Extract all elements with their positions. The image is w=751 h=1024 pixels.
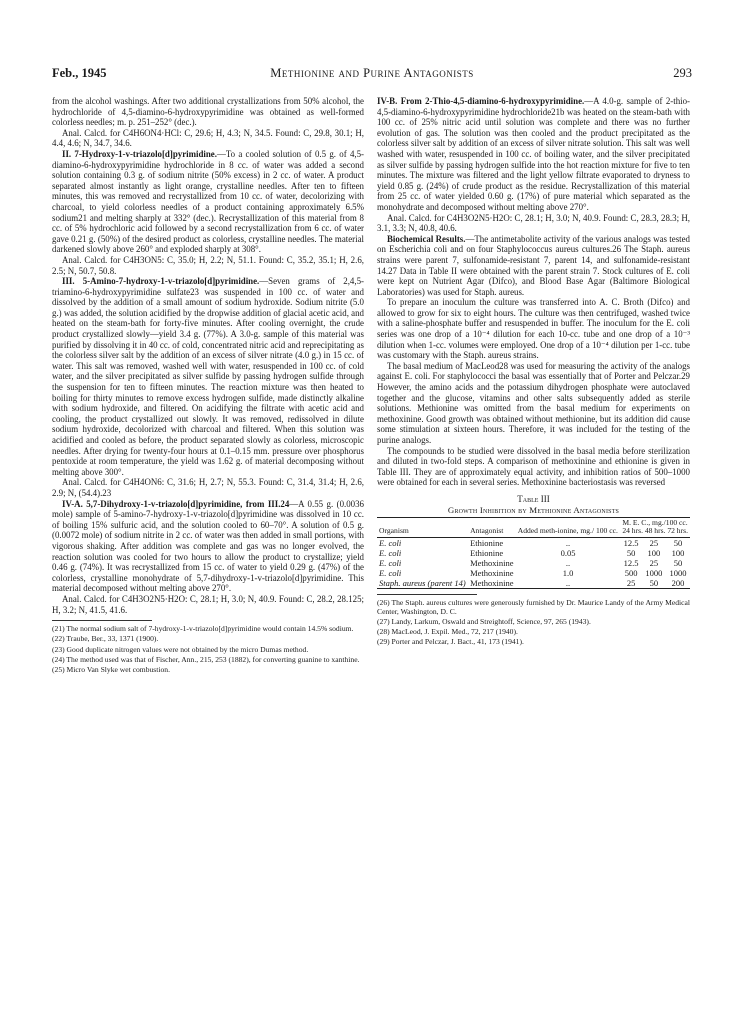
cell-48h: 100 <box>647 547 661 558</box>
col-header-added: Added meth-ionine, mg./ 100 cc. <box>517 526 618 536</box>
running-title: Methionine and Purine Antagonists <box>270 66 474 80</box>
cell-72h: 100 <box>671 547 685 558</box>
table-caption: Growth Inhibition by Methionine Antagonists <box>447 504 620 515</box>
cell-24h: 12.5 <box>623 537 639 548</box>
right-footnotes <box>377 598 690 647</box>
analysis-line: Anal. Calcd. for C4H6ON4·HCl: C, 29.6; H, 4.3; N, 34.5. Found: C, 29.8, 30.1; H, 4.4, 4.6; N, 34.7, 34.6. <box>52 127 364 149</box>
footnote: (26) The Staph. aureus cultures were generously furnished by Dr. Maurice Landy of the Army Medical Center, Washington, D. C. <box>377 597 690 616</box>
section-heading: Biochemical Results. <box>387 233 466 244</box>
footnote: (28) MacLeod, J. Expil. Med., 72, 217 (1940). <box>377 627 518 637</box>
table-row <box>377 568 690 578</box>
col-header-48h: 48 hrs. <box>644 526 666 536</box>
footnote-divider <box>377 594 477 595</box>
cell-organism: Staph. aureus (parent 14) <box>379 577 466 588</box>
section-heading: IV-A. 5,7-Dihydroxy-1-v-triazolo[d]pyrimidine, from III.24 <box>62 498 290 509</box>
paragraph: To prepare an inoculum the culture was transferred into A. C. Broth (Difco) and allowed to grow for six to eight hours. The culture was then centrifuged, washed twice with a saline-phosphate buffer and resuspended in buffer. The inoculum for the E. coli series was one drop of a 10⁻⁴ dilution for each 10-cc. tube and one drop of a 10⁻³ dilution when 1-cc. volumes were employed. One drop of a 10⁻⁴ dilution per 1-cc. tube was customary with the Staph. aureus strains. <box>377 297 690 361</box>
section-body: —A 0.55 g. (0.0036 mole) sample of 5-amino-7-hydroxy-1-v-triazolo[d]pyrimidine was dissolved in 10 cc. of boiling 15% sulfuric acid, and the solution cooled to 60–70°. A solution of 0.5 g. (0.0072 mole) of sodium nitrite in 2 cc. of water was then added in small portions, with vigorous shaking. After addition was complete and gas was no longer evolved, the reaction solution was cooled for two hours to allow the product to crystallize; yield 0.46 g. (74%). It was recrystallized from 15 cc. of water to yield 0.29 g. (47%) of the colorless, crystalline monohydrate of 5,7-dihydroxy-1-v-triazolo[d]pyrimidine. This material decomposed without melting above 270°. <box>52 498 364 594</box>
footnote: (29) Porter and Pelczar, J. Bact., 41, 173 (1941). <box>377 637 524 647</box>
table-row <box>377 548 690 558</box>
right-column <box>377 96 690 648</box>
cell-48h: 25 <box>649 557 659 568</box>
table-row <box>377 537 690 548</box>
cell-72h: 50 <box>673 557 683 568</box>
section-body: —To a cooled solution of 0.5 g. of 4,5-diamino-6-hydroxypyrimidine hydrochloride in 8 cc. of water was added a second solution containing 0.3 g. of sodium nitrite (50% excess) in 2 cc. of water. A product separated almost instantly as light orange, crystalline needles. After ten to fifteen minutes, this was removed and recrystallized from 10 cc. of water, decolorizing with charcoal, to yield colorless needles of a product containing approximately 6.5% sodium21 and melting sharply at 332° (dec.). Recrystallization of this material from 8 cc. of 5% hydrochloric acid followed by a second recrystallization from 6 cc. of water gave 0.21 g. (50%) of the desired product as colorless, crystalline needles. The material darkened slowly above 260° and exploded sharply at 308°. <box>52 148 364 255</box>
analysis-line: Anal. Calcd. for C4H3ON5: C, 35.0; H, 2.2; N, 51.1. Found: C, 35.2, 35.1; H, 2.6, 2.5; N, 50.7, 50.8. <box>52 254 364 276</box>
footnote: (24) The method used was that of Fischer, Ann., 215, 253 (1882), for converting guanine to xanthine. <box>52 654 360 664</box>
col-header-organism: Organism <box>379 526 409 536</box>
footnote-divider <box>52 620 152 621</box>
cell-organism: E. coli <box>379 537 402 548</box>
analysis-line: Anal. Calcd. for C4H3O2N5·H2O: C, 28.1; H, 3.0; N, 40.9. Found: C, 28.2, 28.125; H, 3.2; N, 41.5, 41.6. <box>52 593 364 615</box>
cell-antagonist: Methoxinine <box>470 577 514 588</box>
analysis-line: Anal. Calcd. for C4H4ON6: C, 31.6; H, 2.7; N, 55.3. Found: C, 31.4, 31.4; H, 2.6, 2.9; N, (54.4).23 <box>52 477 364 498</box>
paragraph <box>52 276 364 477</box>
footnote: (27) Landy, Larkum, Oswald and Streightoff, Science, 97, 265 (1943). <box>377 616 591 626</box>
cell-48h: 1000 <box>645 567 663 578</box>
col-header-72h: 72 hrs. <box>667 526 688 536</box>
cell-organism: E. coli <box>379 567 402 578</box>
mec-label: M. E. C., mg./100 cc. <box>622 518 688 528</box>
cell-48h: 50 <box>649 577 659 588</box>
paragraph: The compounds to be studied were dissolved in the basal media before sterilization and diluted in two-fold steps. A comparison of methoxinine and ethionine is given in Table III. They are of approximately equal activity, and inhibition ratios of 500–1000 were obtained for each in several series. Methoxinine bacteriostasis was reversed <box>377 445 690 488</box>
paragraph: from the alcohol washings. After two additional crystallizations from 50% alcohol, the hydrochloride of 4,5-diamino-6-hydroxypyrimidine was obtained as well-formed colorless needles; m. p. 251–252° (dec.). <box>52 96 364 128</box>
paragraph: The basal medium of MacLeod28 was used for measuring the activity of the analogs against E. coli. For staphylococci the basal was essentially that of Porter and Pelczar.29 However, the amino acids and the potassium dihydrogen phosphate were autoclaved together and the glucose, vitamins and other salts subsequently added as sterile solutions. Methionine was omitted from the basal medium for experiments on methoxinine. Good growth was obtained without methionine, but its addition did cause some stimulation at sixteen hours. Therefore, it was included for the testing of the purine analogs. <box>377 360 690 445</box>
cell-24h: 25 <box>626 577 636 588</box>
cell-antagonist: Methoxinine <box>470 557 514 568</box>
cell-24h: 50 <box>626 547 636 558</box>
cell-72h: 50 <box>673 537 683 548</box>
section-heading: IV-B. From 2-Thio-4,5-diamino-6-hydroxypyrimidine. <box>377 96 585 106</box>
cell-24h: 500 <box>624 567 638 578</box>
footnote: (21) The normal sodium salt of 7-hydroxy-1-v-triazolo[d]pyrimidine would contain 14.5% sodium. <box>52 624 354 634</box>
cell-antagonist: Methoxinine <box>470 567 514 578</box>
footnote: (22) Traube, Ber., 33, 1371 (1900). <box>52 634 159 644</box>
table-row <box>377 558 690 568</box>
table-row <box>377 578 690 589</box>
cell-organism: E. coli <box>379 547 402 558</box>
col-header-24h: 24 hrs. <box>622 526 643 536</box>
paragraph <box>52 499 364 594</box>
cell-24h: 12.5 <box>623 557 639 568</box>
page-number: 293 <box>673 66 692 80</box>
cell-added: .. <box>565 577 571 588</box>
paragraph <box>377 234 690 298</box>
col-header-antagonist: Antagonist <box>470 526 504 536</box>
table-title: Table III <box>517 493 550 504</box>
cell-added: .. <box>565 557 571 568</box>
issue-date: Feb., 1945 <box>52 66 107 80</box>
left-column <box>52 96 364 675</box>
paragraph <box>52 149 364 255</box>
inhibition-table <box>377 517 690 588</box>
section-heading: II. 7-Hydroxy-1-v-triazolo[d]pyrimidine. <box>62 148 217 159</box>
footnote: (23) Good duplicate nitrogen values were not obtained by the micro Dumas method. <box>52 644 309 654</box>
cell-added: .. <box>565 537 571 548</box>
cell-antagonist: Ethionine <box>470 537 504 548</box>
section-body: —The antimetabolite activity of the various analogs was tested on Escherichia coli and on four Staphylococcus aureus cultures.26 The Staph. aureus strains were parent 7, sulfonamide-resistant 7, parent 14, and sulfonamide-resistant 14.27 Data in Table II were obtained with the parent strain 7. Stock cultures of E. coli were kept on Nutrient Agar (Difco), and Blood Base Agar (Baltimore Biological Laboratories) was used for Staph. aureus. <box>377 233 690 297</box>
left-footnotes <box>52 624 364 674</box>
cell-organism: E. coli <box>379 557 402 568</box>
analysis-line: Anal. Calcd. for C4H3O2N5·H2O: C, 28.1; H, 3.0; N, 40.9. Found: C, 28.3, 28.3; H, 3.1, 3.3; N, 40.8, 40.6. <box>377 212 690 234</box>
cell-antagonist: Ethionine <box>470 547 504 558</box>
cell-72h: 200 <box>671 577 685 588</box>
section-heading: III. 5-Amino-7-hydroxy-1-v-triazolo[d]pyrimidine. <box>62 276 260 287</box>
page-header <box>52 66 692 86</box>
footnote: (25) Micro Van Slyke wet combustion. <box>52 664 170 674</box>
col-header-mec <box>620 518 690 537</box>
paragraph <box>377 96 690 213</box>
section-body: —A 4.0-g. sample of 2-thio-4,5-diamino-6-hydroxypyrimidine hydrochloride21b was heated on the steam-bath with 100 cc. of 25% nitric acid until solution was complete and there was no further evolution of gas. The solution was then cooled and the product precipitated as the colorless silver salt by addition of an excess of silver nitrate solution. This salt was well washed with water, resuspended in 100 cc. of boiling water, and the silver precipitated as silver sulfide by passing hydrogen sulfide into the hot reaction mixture for five to ten minutes. The mixture was filtered and the light yellow filtrate evaporated to dryness to yield 0.85 g. (24%) of crude product as the residue. Recrystallization of this material from 25 cc. of water yielded 0.60 g. (17%) of pure material which separated as the monohydrate and decomposed without melting above 270°. <box>377 96 691 212</box>
cell-added: 1.0 <box>562 567 574 578</box>
cell-48h: 25 <box>649 537 659 548</box>
section-body: —Seven grams of 2,4,5-triamino-6-hydroxypyrimidine sulfate23 was suspended in 100 cc. of water and dissolved by the addition of a small amount of sodium hydroxide. Sodium nitrite (5.0 g.) was added, the solution acidified by the dropwise addition of glacial acetic acid, and heated on the steam-bath for forty-five minutes. After cooling overnight, the crude product crystallized slowly—yield 3.4 g. (77%). A 3.0-g. sample of this material was purified by dissolving it in 40 cc. of cold, concentrated nitric acid and reprecipitating as the colorless silver salt by the addition of an excess of silver nitrate (4.0 g.) in 15 cc. of water. This salt was removed, washed well with water, resuspended in 100 cc. of cold water, and the silver precipitated as silver sulfide by passing hydrogen sulfide through the suspension for ten to fifteen minutes. The reaction mixture was then heated to boiling for thirty minutes to remove excess hydrogen sulfide, made distinctly alkaline with sodium hydroxide, and filtered. On acidifying the filtrate with acetic acid and cooling, the product crystallized out slowly. It was removed, redissolved in dilute sodium hydroxide, decolorized with charcoal and filtered. When this solution was acidified and cooled as before, the product separated slowly as colorless, microscopic needles. After drying for twenty-four hours at 0.1–0.15 mm. pressure over phosphorus pentoxide at room temperature, the yield was 1.62 g. of material decomposing without melting above 300°. <box>52 276 364 477</box>
cell-72h: 1000 <box>669 567 687 578</box>
cell-added: 0.05 <box>560 547 576 558</box>
